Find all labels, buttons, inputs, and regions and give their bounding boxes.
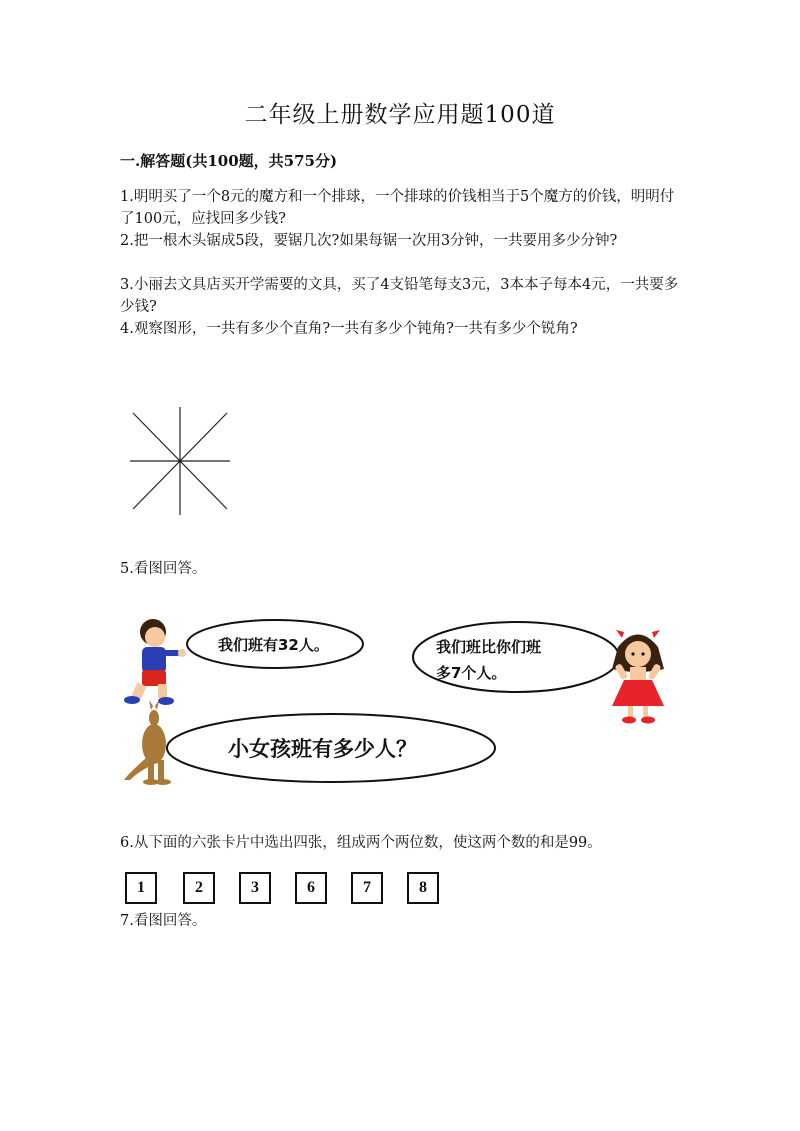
question-7: 7.看图回答。 xyxy=(120,913,207,929)
kangaroo-figure xyxy=(124,700,171,785)
number-cards xyxy=(125,872,455,904)
page-title: 二年级上册数学应用题100道 xyxy=(244,102,556,128)
question-2: 2.把一根木头锯成5段，要锯几次?如果每锯一次用3分钟，一共要用多少分钟? xyxy=(120,233,618,249)
girl-figure xyxy=(612,630,664,724)
girl-speech-text-line2: 多7个人。 xyxy=(436,664,507,682)
boy-figure xyxy=(124,619,186,705)
number-card: 1 xyxy=(125,872,157,904)
question-3: 3.小丽去文具店买开学需要的文具，买了4支铅笔每支3元，3本本子每本4元，一共要多少钱? xyxy=(120,277,679,315)
number-card: 8 xyxy=(407,872,439,904)
question-5-illustration xyxy=(118,612,688,790)
question-6: 6.从下面的六张卡片中选出四张，组成两个两位数，使这两个数的和是99。 xyxy=(120,835,602,851)
kangaroo-speech-text: 小女孩班有多少人？ xyxy=(228,737,417,761)
section-heading: 一.解答题(共100题，共575分) xyxy=(120,152,338,170)
center-point xyxy=(178,459,182,463)
number-card: 7 xyxy=(351,872,383,904)
angle-figure xyxy=(125,405,235,520)
boy-speech-text: 我们班有32人。 xyxy=(218,636,329,654)
number-card: 2 xyxy=(183,872,215,904)
girl-speech-text-line1: 我们班比你们班 xyxy=(436,638,542,656)
question-1: 1.明明买了一个8元的魔方和一个排球，一个排球的价钱相当于5个魔方的价钱，明明付了100元，应找回多少钱? xyxy=(120,189,675,227)
question-5: 5.看图回答。 xyxy=(120,561,207,577)
question-4: 4.观察图形，一共有多少个直角?一共有多少个钝角?一共有多少个锐角? xyxy=(120,321,578,337)
number-card: 3 xyxy=(239,872,271,904)
number-card: 6 xyxy=(295,872,327,904)
